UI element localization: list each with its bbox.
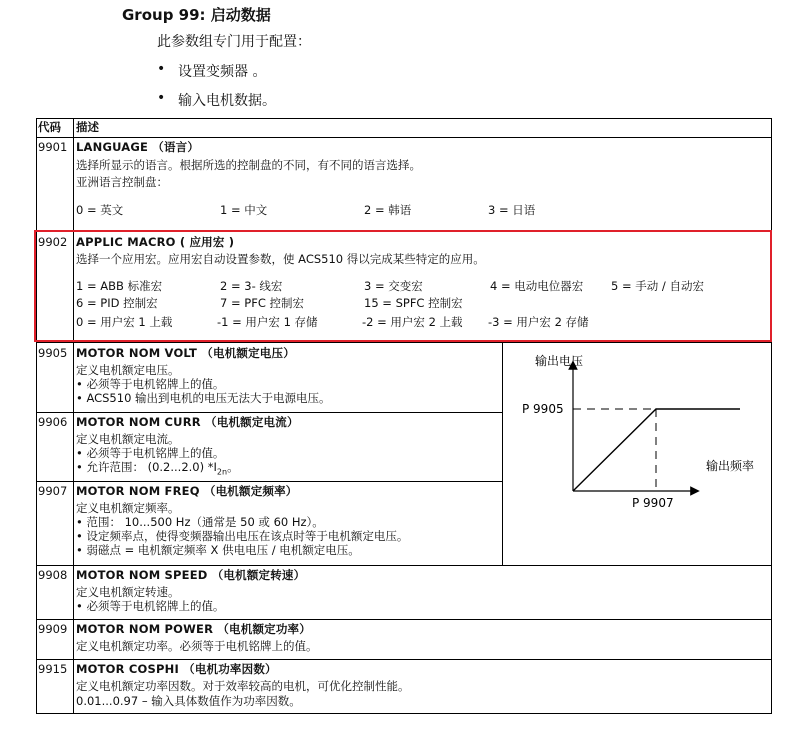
param-desc: • 弱磁点 = 电机额定频率 X 供电电压 / 电机额定电压。 <box>76 543 360 557</box>
param-desc: 定义电机额定电压。 <box>76 363 180 377</box>
voltage-frequency-diagram <box>510 345 772 515</box>
intro-text: 此参数组专门用于配置： <box>157 34 311 50</box>
param-option: 15 = SPFC 控制宏 <box>364 296 463 310</box>
param-code: 9909 <box>38 622 68 636</box>
bullet-dot-icon: • <box>157 90 166 106</box>
param-code: 9905 <box>38 346 68 360</box>
bullet-text: 输入电机数据。 <box>178 93 276 109</box>
x-axis-label: 输出频率 <box>706 459 755 473</box>
param-option: 2 = 韩语 <box>364 203 412 217</box>
param-option: 3 = 日语 <box>488 203 536 217</box>
bullet-text: 设置变频器 。 <box>178 64 267 80</box>
range-subscript: 2n <box>216 467 228 477</box>
param-code: 9901 <box>38 140 68 154</box>
param-desc: • 范围： 10...500 Hz（通常是 50 或 60 Hz）。 <box>76 515 324 529</box>
param-name: MOTOR NOM POWER （电机额定功率） <box>76 622 311 636</box>
vf-curve <box>573 409 740 491</box>
param-name: MOTOR NOM VOLT （电机额定电压） <box>76 346 295 360</box>
param-option: 0 = 用户宏 1 上载 <box>76 315 173 329</box>
param-option: 1 = ABB 标准宏 <box>76 279 163 293</box>
param-option: 2 = 3- 线宏 <box>220 279 283 293</box>
param-desc: 定义电机额定功率。必须等于电机铭牌上的值。 <box>76 639 318 653</box>
param-code: 9902 <box>38 235 68 249</box>
param-code: 9907 <box>38 484 68 498</box>
param-desc: • ACS510 输出到电机的电压无法大于电源电压。 <box>76 391 331 405</box>
param-name: MOTOR NOM CURR （电机额定电流） <box>76 415 299 429</box>
x-marker-label: P 9907 <box>632 496 674 510</box>
param-option: 1 = 中文 <box>220 203 268 217</box>
param-option: 4 = 电动电位器宏 <box>490 279 584 293</box>
param-code: 9908 <box>38 568 68 582</box>
group-title: Group 99: 启动数据 <box>122 6 271 24</box>
param-desc: 选择一个应用宏。应用宏自动设置参数，使 ACS510 得以完成某些特定的应用。 <box>76 252 485 266</box>
param-desc: 定义电机额定频率。 <box>76 501 180 515</box>
y-axis-label: 输出电压 <box>535 354 584 368</box>
range-text: • 允许范围： (0.2...2.0) *I <box>76 460 217 474</box>
param-name: LANGUAGE （语言） <box>76 140 200 154</box>
param-desc: 选择所显示的语言。根据所选的控制盘的不同，有不同的语言选择。 <box>76 158 421 172</box>
param-name: MOTOR NOM SPEED （电机额定转速） <box>76 568 306 582</box>
param-desc: • 必须等于电机铭牌上的值。 <box>76 599 225 613</box>
param-name: MOTOR COSPHI （电机功率因数） <box>76 662 277 676</box>
bullet-dot-icon: • <box>157 61 166 77</box>
param-desc: 亚洲语言控制盘： <box>76 175 168 189</box>
header-desc: 描述 <box>76 120 99 134</box>
y-marker-label: P 9905 <box>522 402 564 416</box>
param-desc: • 必须等于电机铭牌上的值。 <box>76 377 225 391</box>
param-option: 3 = 交变宏 <box>364 279 423 293</box>
param-name: APPLIC MACRO ( 应用宏 ) <box>76 235 235 249</box>
param-name: MOTOR NOM FREQ （电机额定频率） <box>76 484 298 498</box>
param-option: -2 = 用户宏 2 上载 <box>362 315 463 329</box>
param-desc: • 设定频率点，使得变频器输出电压在该点时等于电机额定电压。 <box>76 529 409 543</box>
param-desc: 定义电机额定转速。 <box>76 585 180 599</box>
param-code: 9915 <box>38 662 68 676</box>
param-option: -1 = 用户宏 1 存储 <box>217 315 318 329</box>
header-code: 代码 <box>38 120 61 134</box>
param-code: 9906 <box>38 415 68 429</box>
param-option: 6 = PID 控制宏 <box>76 296 158 310</box>
param-option: 0 = 英文 <box>76 203 124 217</box>
param-option: -3 = 用户宏 2 存储 <box>488 315 589 329</box>
range-period: 。 <box>227 460 239 474</box>
param-desc: 0.01...0.97 – 输入具体数值作为功率因数。 <box>76 694 301 708</box>
param-desc: 定义电机额定功率因数。对于效率较高的电机，可优化控制性能。 <box>76 679 410 693</box>
param-option: 7 = PFC 控制宏 <box>220 296 304 310</box>
param-desc <box>76 460 239 479</box>
param-option: 5 = 手动 / 自动宏 <box>611 279 704 293</box>
param-desc: • 必须等于电机铭牌上的值。 <box>76 446 225 460</box>
param-desc: 定义电机额定电流。 <box>76 432 180 446</box>
